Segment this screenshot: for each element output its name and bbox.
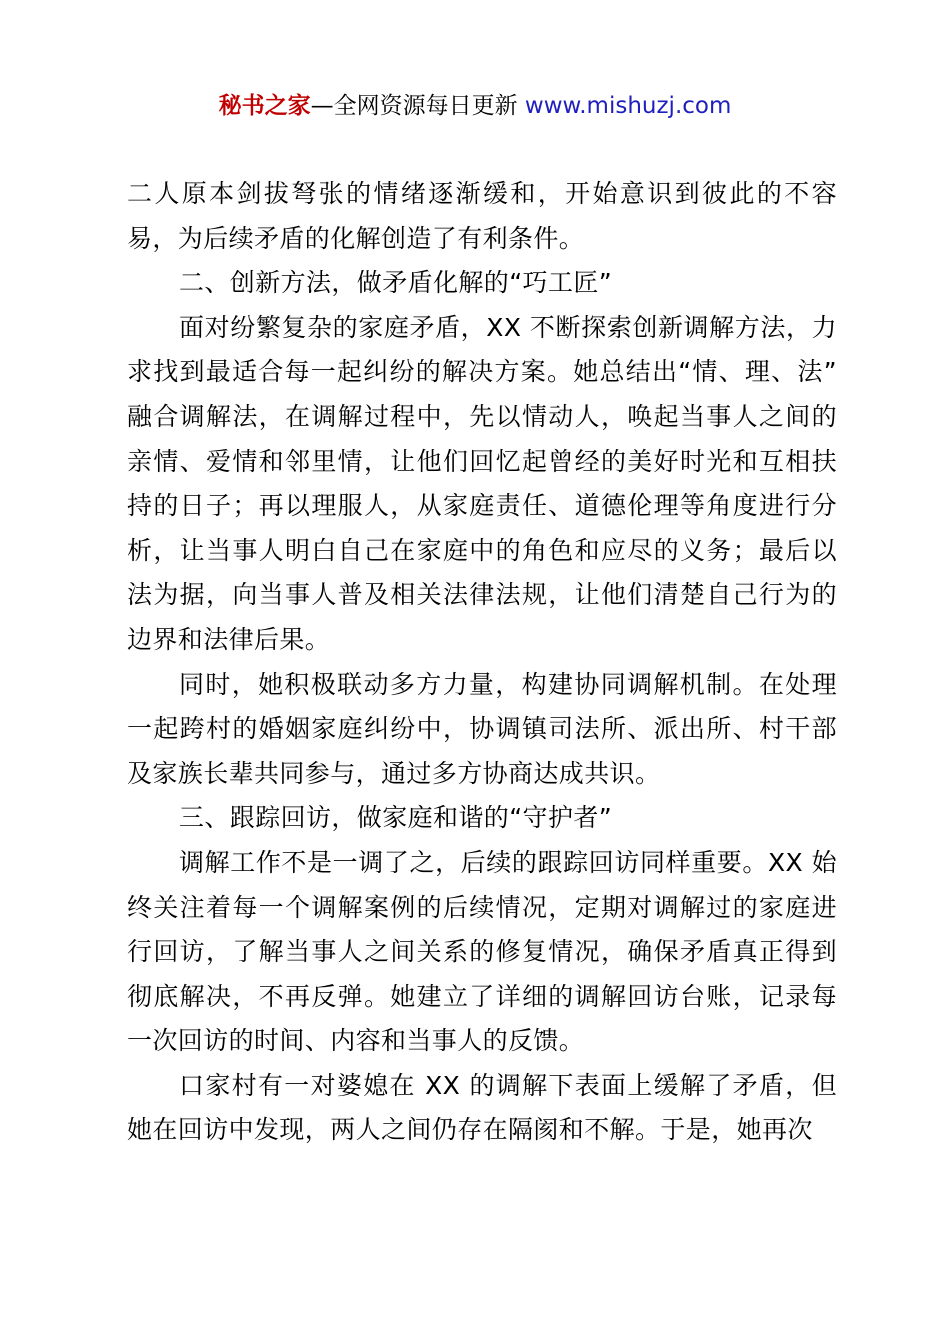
- page-header: [0, 86, 950, 126]
- paragraph: 面对纷繁复杂的家庭矛盾，XX 不断探索创新调解方法，力求找到最适合每一起纠纷的解决方案。她总结出“情、理、法” 融合调解法，在调解过程中，先以情动人，唤起当事人之间的亲情、爱情和邻里情，让他们回忆起曾经的美好时光和互相扶持的日子；再以理服人，从家庭责任、道德伦理等角度进行分析，让当事人明白自己在家庭中的角色和应尽的义务；最后以法为据，向当事人普及相关法律法规，让他们清楚自己行为的边界和法律后果。: [127, 312, 837, 654]
- header-tagline: —全网资源每日更新: [310, 93, 525, 119]
- document-body: [127, 172, 837, 1153]
- paragraph: 调解工作不是一调了之，后续的跟踪回访同样重要。XX 始终关注着每一个调解案例的后续情况，定期对调解过的家庭进行回访，了解当事人之间关系的修复情况，确保矛盾真正得到彻底解决，不再反弹。她建立了详细的调解回访台账，记录每一次回访的时间、内容和当事人的反馈。: [127, 847, 837, 1056]
- paragraph: 同时，她积极联动多方力量，构建协同调解机制。在处理一起跨村的婚姻家庭纠纷中，协调镇司法所、派出所、村干部及家族长辈共同参与，通过多方协商达成共识。: [127, 669, 837, 788]
- section-heading: 二、创新方法，做矛盾化解的“巧工匠”: [179, 268, 613, 298]
- paragraph: 二人原本剑拔弩张的情绪逐渐缓和，开始意识到彼此的不容易，为后续矛盾的化解创造了有利条件。: [127, 179, 837, 253]
- section-heading: 三、跟踪回访，做家庭和谐的“守护者”: [179, 803, 613, 833]
- header-url-link[interactable]: www.mishuzj.com: [524, 93, 732, 119]
- brand-name: 秘书之家: [218, 93, 311, 119]
- paragraph: 口家村有一对婆媳在 XX 的调解下表面上缓解了矛盾，但她在回访中发现，两人之间仍存在隔阂和不解。于是，她再次: [127, 1070, 837, 1145]
